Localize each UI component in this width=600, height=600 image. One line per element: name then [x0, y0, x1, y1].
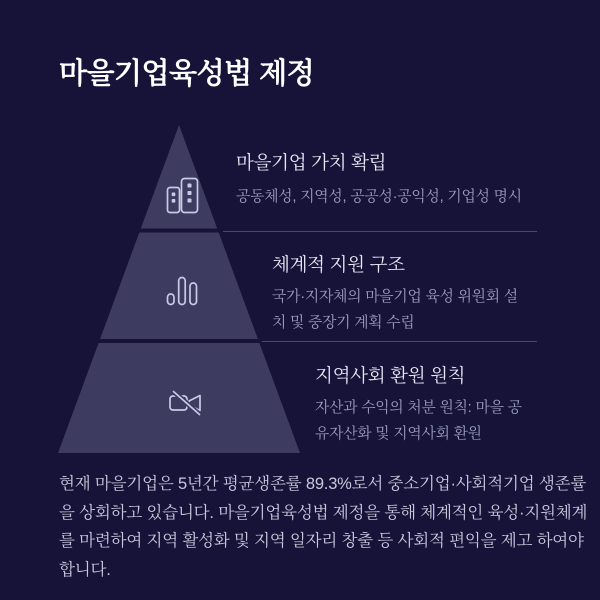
videocam-off-icon: [167, 389, 205, 417]
tier-2-subtitle: 국가·지자체의 마을기업 육성 위원회 설 치 및 중장기 계획 수립: [272, 289, 518, 331]
buildings-icon: [166, 177, 200, 215]
tier-1-heading: 마을기업 가치 확립: [236, 152, 387, 173]
section-divider-1: [223, 231, 537, 232]
tier-2-heading: 체계적 지원 구조: [272, 254, 405, 275]
section-divider-2: [262, 341, 537, 342]
page-title: 마을기업육성법 제정: [59, 58, 315, 90]
footer-paragraph: 현재 마을기업은 5년간 평균생존률 89.3%로서 중소기업·사회적기업 생존률 을 상회하고 있습니다. 마을기업육성법 제정을 통해 체계적인 육성·지원체계 를 마련하여 지역 활성화 및 지역 일자리 창출 등 사회적 편익을 제고 하여야 합니다.: [59, 475, 588, 579]
tier-3-subtitle: 자산과 수익의 처분 원칙: 마을 공 유자산화 및 지역사회 환원: [315, 400, 522, 442]
bar-chart-icon: [166, 276, 198, 306]
tier-3-heading: 지역사회 환원 원칙: [315, 365, 466, 386]
tier-1-subtitle: 공동체성, 지역성, 공공성·공익성, 기업성 명시: [236, 189, 522, 205]
